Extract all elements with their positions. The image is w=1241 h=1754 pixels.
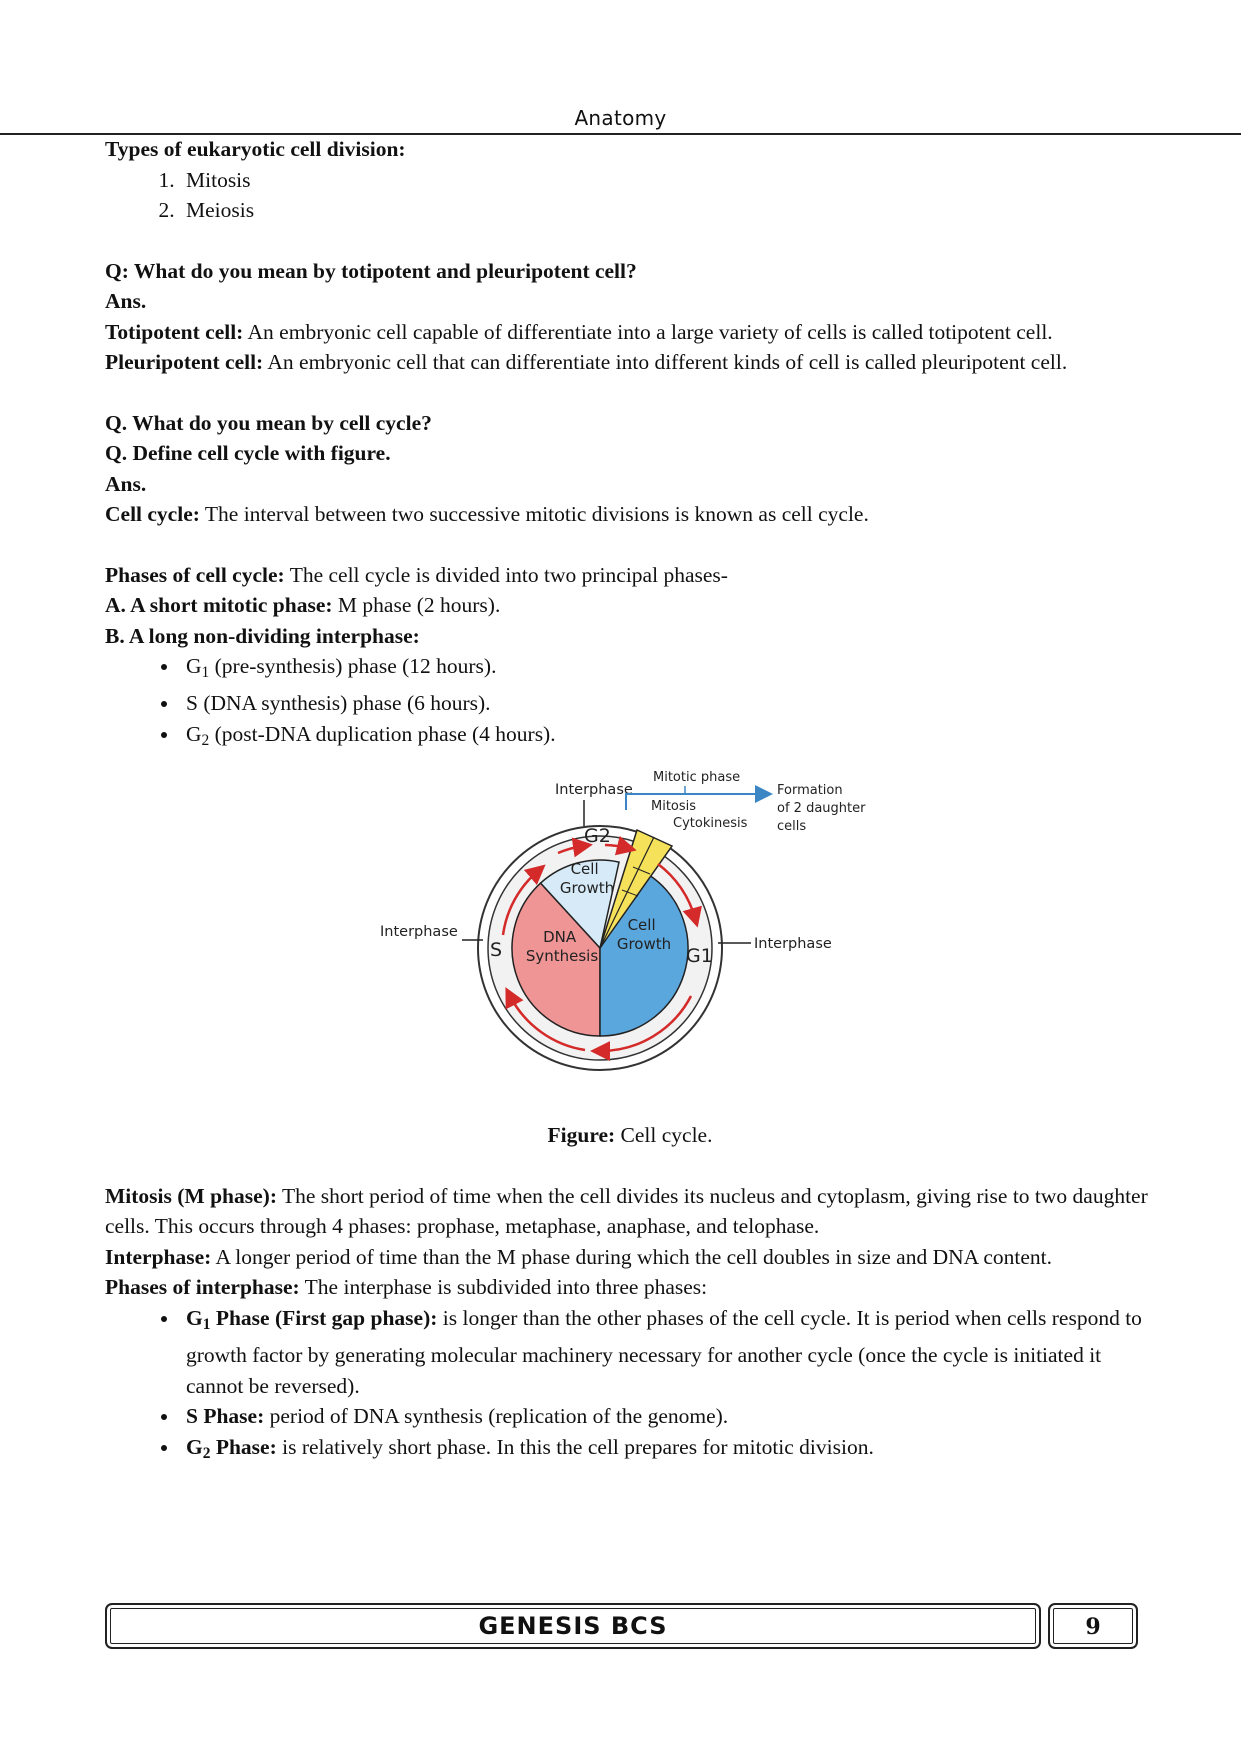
text: G [186,1434,203,1459]
mitosis-label: Mitosis [651,799,697,815]
text: cells [777,819,807,835]
phases-intro [105,560,1155,591]
term: Mitosis (M phase): [105,1183,277,1208]
text: Cell [570,860,599,879]
text: Synthesis [525,947,599,966]
mitotic-phase-label: Mitotic phase [653,770,741,786]
list-item [180,1432,1155,1469]
question-define-cell-cycle: Q. Define cell cycle with figure. [105,441,391,465]
caption-term: Figure: [547,1123,616,1148]
page-number: 9 [1085,1614,1101,1640]
definition: is longer than the other phases of the cell cycle. It is period when cells respond to growth factor by generating molecular machinery necessary for another cycle (once the cycle is initiated it cannot be reversed). [186,1305,1142,1398]
footer-brand: GENESIS BCS [478,1612,668,1640]
text: (post-DNA duplication phase (4 hours). [209,721,556,746]
subscript: 2 [202,1444,211,1462]
interphase-heading: B. A long non-dividing interphase: [105,623,420,648]
text: Formation [777,783,843,799]
term: S Phase: [186,1404,265,1429]
term [186,1305,438,1333]
mitosis-paragraph [105,1181,1155,1242]
term: Phases of cell cycle: [105,562,285,587]
term: Interphase: [105,1244,212,1269]
pleuripotent-definition [105,347,1155,378]
page-footer [105,1603,1140,1651]
totipotent-definition [105,317,1155,348]
running-header: Anatomy [574,106,667,130]
figure-caption [105,1120,1155,1151]
definition: An embryonic cell that can differentiate into different kinds of cell is called pleuripotent cell. [263,350,1068,374]
text: DNA [543,928,577,947]
list-item [180,651,1155,688]
text: G [186,721,202,746]
text: Phase: [210,1434,277,1459]
division-types-heading: Types of eukaryotic cell division: [105,137,406,161]
definition: An embryonic cell capable of differentiate into a large variety of cells is called totipotent cell. [243,319,1053,344]
list-item: 1. Mitosis [180,165,1155,196]
list-item: 2. Meiosis [180,195,1155,226]
answer-label: Ans. [105,471,147,496]
page-content [105,134,1155,1469]
definition: is relatively short phase. In this the cell prepares for mitotic division. [276,1434,874,1459]
text: Cell [627,916,656,935]
definition: M phase (2 hours). [332,593,501,617]
text: G [186,654,202,678]
formation-label [777,783,870,834]
g2-label: G2 [584,825,611,848]
question-totipotent: Q: What do you mean by totipotent and pleuripotent cell? [105,258,637,283]
term: A. A short mitotic phase: [105,593,333,617]
subphase-list [105,1303,1155,1469]
term: Cell cycle: [105,502,200,526]
mitotic-phase-line [105,590,1155,621]
interphase-list [105,651,1155,756]
interphase-top-label: Interphase [555,782,633,799]
list-item [180,719,1155,756]
text: Growth [559,879,615,898]
definition: period of DNA synthesis (replication of the genome). [264,1404,729,1429]
division-types-list [105,165,1155,226]
definition: A longer period of time than the M phase during which the cell doubles in size and DNA content. [211,1244,1053,1269]
text: G [186,1305,203,1330]
text: Growth [616,935,672,954]
caption-text: Cell cycle. [615,1123,713,1148]
list-item [180,1401,1155,1432]
text: of 2 daughter [777,801,866,817]
list-item: • S (DNA synthesis) phase (6 hours). [180,688,1155,719]
text: (pre-synthesis) phase (12 hours). [209,654,497,678]
subscript: 1 [202,1315,211,1333]
subscript: 2 [201,731,210,749]
subscript: 1 [201,663,210,681]
term: Phases of interphase: [105,1275,300,1300]
s-label: S [490,939,503,962]
cytokinesis-label: Cytokinesis [673,816,748,832]
term: Pleuripotent cell: [105,350,264,374]
definition: The interphase is subdivided into three phases: [299,1275,708,1300]
definition: The interval between two successive mitotic divisions is known as cell cycle. [199,502,869,526]
term [186,1434,277,1462]
answer-label: Ans. [105,289,147,313]
cell-cycle-figure [105,760,1155,1120]
list-item [180,1303,1155,1401]
interphase-right-label: Interphase [754,936,832,953]
cell-cycle-definition [105,499,1155,530]
question-cell-cycle: Q. What do you mean by cell cycle? [105,410,432,435]
interphase-left-label: Interphase [380,924,458,941]
g1-label: G1 [686,945,713,968]
term: Totipotent cell: [105,319,244,344]
text: Phase (First gap phase): [210,1305,438,1330]
interphase-paragraph [105,1242,1155,1273]
interphase-subphases-paragraph [105,1272,1155,1303]
cell-cycle-diagram [105,760,1155,1120]
definition: The short period of time when the cell divides its nucleus and cytoplasm, giving rise to two daughter cells. This occurs through 4 phases: prophase, metaphase, anaphase, and telophase. [105,1183,1148,1239]
definition: The cell cycle is divided into two principal phases- [284,562,728,587]
